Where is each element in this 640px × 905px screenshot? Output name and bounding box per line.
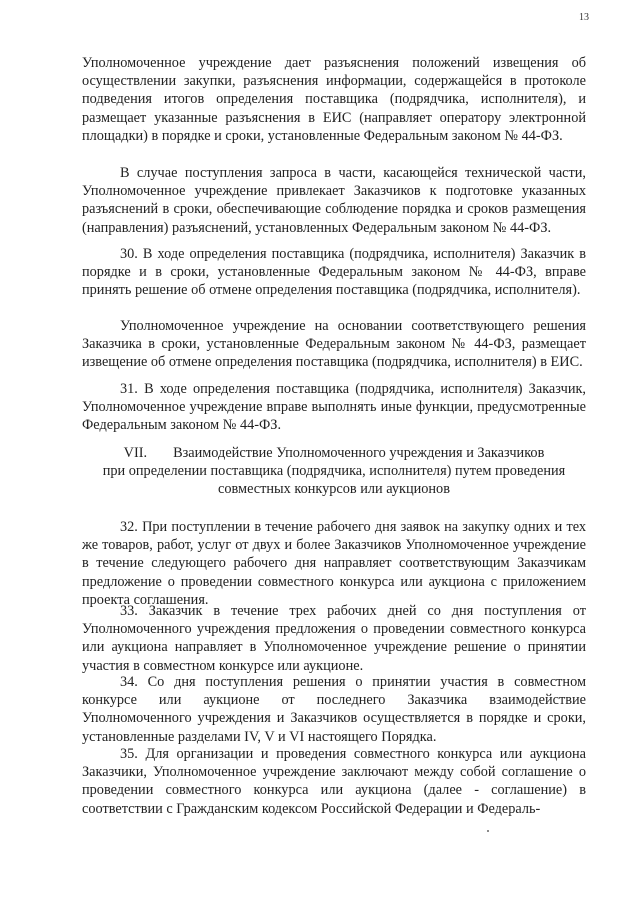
- section-heading-line-2: при определении поставщика (подрядчика, исполнителя) путем проведения: [102, 463, 566, 480]
- section-heading: [82, 444, 586, 499]
- section-heading-line-3: совместных конкурсов или аукционов: [218, 481, 450, 498]
- paragraph-clarifications: Уполномоченное учреждение дает разъяснения положений извещения об осуществлении закупки, разъяснения информации, содержащейся в протоколе подведения итогов определения поставщика (подрядчика, исполнителя), и размещает указанные разъяснения в ЕИС (направляет оператору электронной площадки) в порядке и сроки, установленные Федеральным законом № 44-ФЗ.: [82, 55, 586, 144]
- paragraph-cancellation-notice: Уполномоченное учреждение на основании соответствующего решения Заказчика в сроки, установленные Федеральным законом № 44-ФЗ, размещает извещение об отмене определения поставщика (подрядчика, исполнителя) в ЕИС.: [82, 318, 586, 371]
- paragraph-technical-request: В случае поступления запроса в части, касающейся технической части, Уполномоченное учреждение привлекает Заказчиков к подготовке указанных разъяснений в сроки, обеспечивающие соблюдение порядка и сроков размещения (направления) разъяснений, установленных Федеральным законом № 44-ФЗ.: [82, 165, 586, 236]
- paragraph-item-35: 35. Для организации и проведения совместного конкурса или аукциона Заказчики, Уполномоченное учреждение заключают между собой соглашение о проведении совместного конкурса или аукциона (далее - соглашение) в соответствии с Гражданским кодексом Российской Федерации и Федераль-: [82, 746, 586, 817]
- paragraph-item-31: 31. В ходе определения поставщика (подрядчика, исполнителя) Заказчик, Уполномоченное учреждение вправе выполнять иные функции, предусмотренные Федеральным законом № 44-ФЗ.: [82, 381, 586, 434]
- paragraph-item-32: 32. При поступлении в течение рабочего дня заявок на закупку одних и тех же товаров, работ, услуг от двух и более Заказчиков Уполномоченное учреждение в течение следующего рабочего дня направляет соответствующим Заказчикам предложение о проведении совместного конкурса или аукциона с приложением проекта соглашения.: [82, 519, 586, 608]
- scan-speck: [487, 830, 489, 832]
- page-number: 13: [579, 12, 589, 23]
- section-numeral: VII.: [123, 445, 148, 461]
- section-heading-line-1: [82, 444, 586, 462]
- paragraph-item-33: 33. Заказчик в течение трех рабочих дней со дня поступления от Уполномоченного учреждения предложения о проведении совместного конкурса или аукциона направляет в Уполномоченное учреждение решение о принятии участия в совместном конкурсе или аукционе.: [82, 603, 586, 674]
- paragraph-item-30: 30. В ходе определения поставщика (подрядчика, исполнителя) Заказчик в порядке и в сроки, установленные Федеральным законом № 44-ФЗ, вправе принять решение об отмене определения поставщика (подрядчика, исполнителя).: [82, 246, 586, 299]
- paragraph-item-34: 34. Со дня поступления решения о принятии участия в совместном конкурсе или аукционе от последнего Заказчика взаимодействие Уполномоченного учреждения и Заказчиков осуществляется в порядке и сроки, установленные разделами IV, V и VI настоящего Порядка.: [82, 674, 586, 745]
- section-heading-text-1: Взаимодействие Уполномоченного учреждения и Заказчиков: [173, 445, 545, 461]
